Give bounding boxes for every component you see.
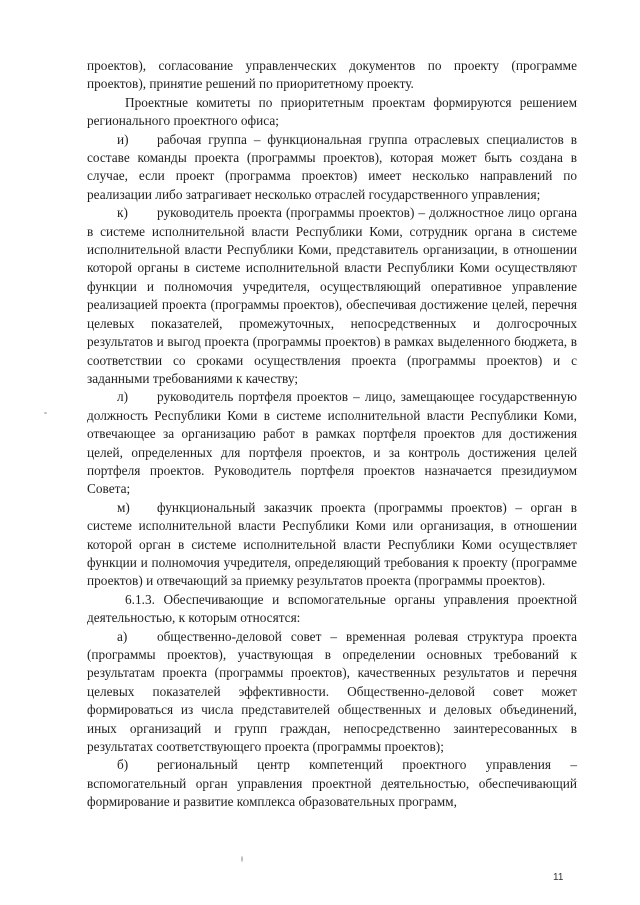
list-item-text: региональный центр компетенций проектного управления – вспомогательный орган управления проектной деятельностью, обеспечивающий формирование и развитие комплекса образовательных программ, xyxy=(87,757,577,810)
paragraph-continuation: проектов), согласование управленческих документов по проекту (программе проектов), принятие решений по приоритетному проекту. xyxy=(87,58,577,92)
list-item-text: общественно-деловой совет – временная ролевая структура проекта (программы проектов), участвующая в определении основных требований к результатам проекта (программы проектов), качественных результатов и перечня целевых показателей эффективности. Общественно-деловой совет может формироваться из числа представителей общественных и деловых объединений, иных организаций и групп граждан, непосредственно заинтересованных в результатах соответствующего проекта (программы проектов); xyxy=(87,628,577,755)
list-item-b xyxy=(87,756,577,811)
scan-speck xyxy=(241,856,243,862)
page-number: 11 xyxy=(553,872,564,883)
list-marker: б) xyxy=(117,757,129,773)
scan-speck xyxy=(44,412,47,414)
list-marker: и) xyxy=(117,131,129,147)
list-item-text: функциональный заказчик проекта (программы проектов) – орган в системе исполнительной власти Республики Коми или организация, в отношении которой орган в системе исполнительной власти Республики Коми осуществляет функции и полномочия учредителя, определяющий требования к проекту (программе проектов) и отвечающий за приемку результатов проекта (программы проектов). xyxy=(87,499,577,589)
list-marker: л) xyxy=(117,389,129,405)
paragraph-section-6-1-3: 6.1.3. Обеспечивающие и вспомогательные органы управления проектной деятельностью, к которым относятся: xyxy=(87,591,577,626)
list-item-a xyxy=(87,628,577,757)
list-item-text: рабочая группа – функциональная группа отраслевых специалистов в составе команды проекта (программы проектов), которая может быть создана в случае, если проект (программа проектов) имеет несколько направлений по реализации либо затрагивает несколько отраслей государственного управления; xyxy=(87,131,577,202)
list-item-i xyxy=(87,131,577,205)
list-item-text: руководитель проекта (программы проектов) – должностное лицо органа в системе исполнительной власти Республики Коми, сотрудник органа в системе исполнительной власти Республики Коми, представитель организации, в отношении которой органы в системе исполнительной власти Республики Коми осуществляют функции и полномочия учредителя, осуществляющий оперативное управление реализацией проекта (программы проектов), обеспечивая достижение целей, перечня целевых показателей, промежуточных, непосредственных и долгосрочных результатов и выгод проекта (программы проектов) в рамках выделенного бюджета, в соответствии со сроками осуществления проекта (программы проектов) и с заданными требованиями к качеству; xyxy=(87,205,577,386)
list-item-l xyxy=(87,388,577,498)
list-item-m xyxy=(87,499,577,591)
list-marker: а) xyxy=(117,628,128,644)
paragraph-project-committees: Проектные комитеты по приоритетным проектам формируются решением регионального проектного офиса; xyxy=(87,94,577,129)
document-body xyxy=(87,57,577,812)
list-item-text: руководитель портфеля проектов – лицо, замещающее государственную должность Республики Коми в системе исполнительной власти Республики Коми, отвечающее за организацию работ в рамках портфеля проектов для достижения целей, определенных для портфеля проектов, и за контроль достижения целей портфеля проектов. Руководитель портфеля проектов назначается президиумом Совета; xyxy=(87,389,577,497)
list-marker: к) xyxy=(117,205,128,221)
list-marker: м) xyxy=(117,499,130,515)
list-item-k xyxy=(87,204,577,388)
